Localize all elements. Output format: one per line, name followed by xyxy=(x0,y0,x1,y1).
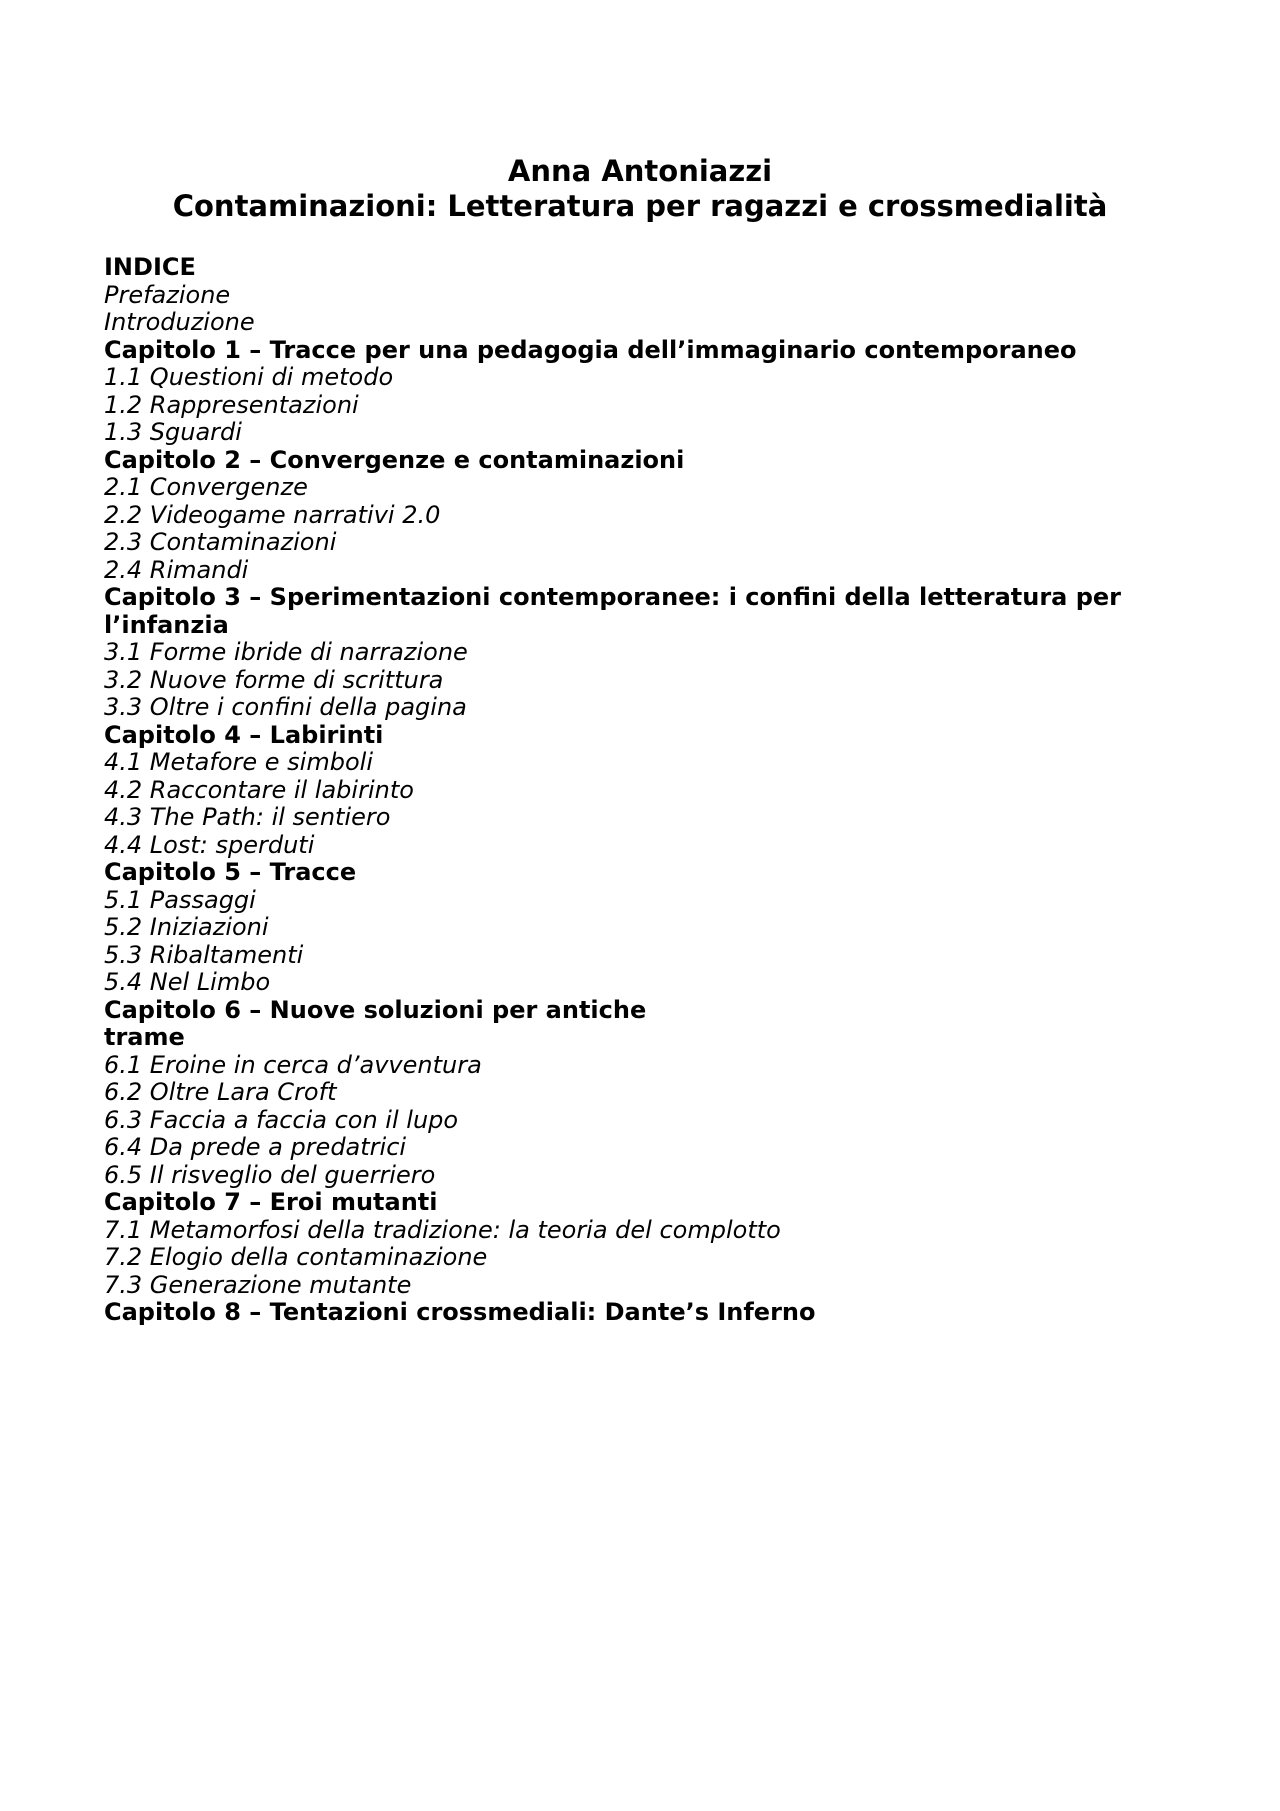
toc-entry: 5.3 Ribaltamenti xyxy=(104,940,304,969)
toc-entry: 7.3 Generazione mutante xyxy=(104,1270,412,1299)
toc-entry: 2.4 Rimandi xyxy=(104,555,249,584)
title-block xyxy=(0,154,1280,224)
toc-entry: Prefazione xyxy=(104,280,231,309)
toc-chapter-entry: Capitolo 7 – Eroi mutanti xyxy=(104,1188,438,1216)
toc-chapter-entry: Capitolo 5 – Tracce xyxy=(104,858,357,886)
toc-entry: 1.1 Questioni di metodo xyxy=(104,363,394,391)
toc-chapter-entry: l’infanzia xyxy=(104,610,229,639)
toc-chapter-entry: trame xyxy=(104,1023,185,1051)
toc-chapter-entry: Capitolo 2 – Convergenze e contaminazioni xyxy=(104,445,685,474)
toc-entry: 6.4 Da prede a predatrici xyxy=(104,1133,407,1161)
toc-entry: 5.4 Nel Limbo xyxy=(104,968,271,996)
table-of-contents xyxy=(104,254,1144,1327)
toc-entry: 3.2 Nuove forme di scrittura xyxy=(104,665,444,694)
toc-entry: 6.3 Faccia a faccia con il lupo xyxy=(104,1105,459,1134)
toc-entry: 1.2 Rappresentazioni xyxy=(104,390,359,419)
toc-entry: 5.2 Iniziazioni xyxy=(104,913,269,941)
toc-entry: 6.2 Oltre Lara Croft xyxy=(104,1078,337,1106)
toc-entry: 3.1 Forme ibride di narrazione xyxy=(104,638,468,666)
toc-entry: Introduzione xyxy=(104,308,255,336)
toc-chapter-entry: Capitolo 6 – Nuove soluzioni per antiche xyxy=(104,995,647,1024)
toc-entry: 5.1 Passaggi xyxy=(104,885,256,914)
toc-entry: 1.3 Sguardi xyxy=(104,418,242,446)
toc-entry: 3.3 Oltre i confini della pagina xyxy=(104,693,467,721)
toc-chapter-entry: Capitolo 3 – Sperimentazioni contemporanee: i confini della letteratura per xyxy=(104,583,1121,611)
toc-entry: 4.1 Metafore e simboli xyxy=(104,748,373,776)
toc-entry: 2.3 Contaminazioni xyxy=(104,528,337,556)
toc-entry: 4.3 The Path: il sentiero xyxy=(104,803,391,831)
toc-chapter-entry: Capitolo 4 – Labirinti xyxy=(104,720,384,749)
toc-entries xyxy=(104,282,1144,1327)
toc-chapter-entry: Capitolo 1 – Tracce per una pedagogia dell’immaginario contemporaneo xyxy=(104,335,1077,364)
book-title: Contaminazioni: Letteratura per ragazzi e crossmedialità xyxy=(172,189,1108,223)
toc-chapter-entry: Capitolo 8 – Tentazioni crossmediali: Dante’s Inferno xyxy=(104,1298,816,1326)
toc-entry: 2.2 Videogame narrativi 2.0 xyxy=(104,500,441,529)
toc-entry: 7.2 Elogio della contaminazione xyxy=(104,1243,488,1271)
author-name: Anna Antoniazzi xyxy=(507,154,773,188)
toc-entry: 7.1 Metamorfosi della tradizione: la teoria del complotto xyxy=(104,1215,781,1244)
toc-entry: 4.2 Raccontare il labirinto xyxy=(104,775,414,804)
toc-entry: 6.1 Eroine in cerca d’avventura xyxy=(104,1050,482,1079)
toc-entry: 6.5 Il risveglio del guerriero xyxy=(104,1160,436,1189)
toc-heading: INDICE xyxy=(104,253,196,281)
toc-entry: 2.1 Convergenze xyxy=(104,473,308,501)
toc-entry: 4.4 Lost: sperduti xyxy=(104,830,315,859)
